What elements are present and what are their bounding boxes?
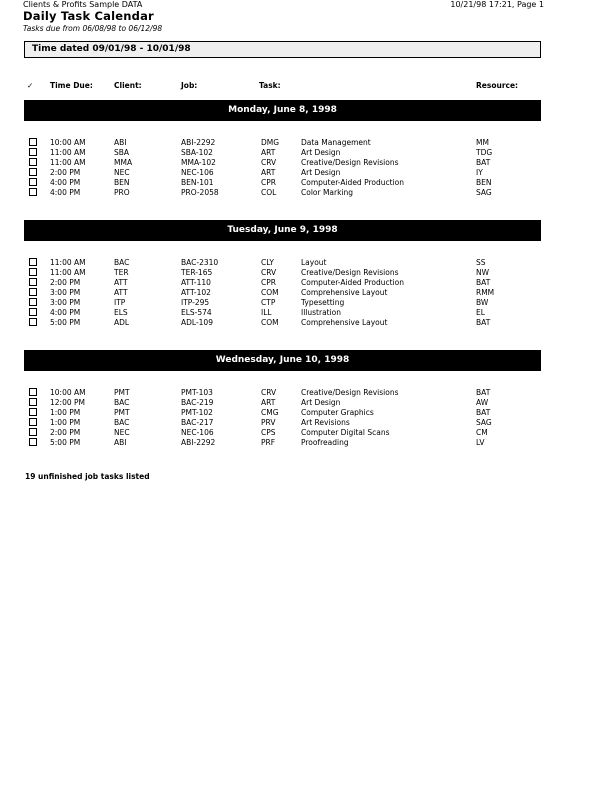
- task-client: ELS: [114, 308, 128, 317]
- task-row: [0, 268, 612, 278]
- task-job: BAC-217: [181, 418, 214, 427]
- task-job: ELS-574: [181, 308, 212, 317]
- task-row: [0, 298, 612, 308]
- task-description: Data Management: [301, 138, 371, 147]
- task-row: [0, 388, 612, 398]
- task-code: COL: [261, 188, 277, 197]
- task-code: CRV: [261, 388, 277, 397]
- task-job: PMT-102: [181, 408, 213, 417]
- task-checkbox[interactable]: [29, 388, 37, 396]
- task-time: 10:00 AM: [50, 138, 86, 147]
- task-description: Art Design: [301, 148, 341, 157]
- task-code: PRV: [261, 418, 276, 427]
- task-checkbox[interactable]: [29, 308, 37, 316]
- task-job: BEN-101: [181, 178, 214, 187]
- task-resource: SAG: [476, 418, 492, 427]
- task-description: Color Marking: [301, 188, 354, 197]
- task-time: 4:00 PM: [50, 188, 81, 197]
- task-job: NEC-106: [181, 428, 214, 437]
- task-description: Computer Digital Scans: [301, 428, 390, 437]
- task-client: ITP: [114, 298, 126, 307]
- task-client: TER: [114, 268, 129, 277]
- task-code: CPR: [261, 278, 276, 287]
- task-time: 11:00 AM: [50, 268, 86, 277]
- task-checkbox[interactable]: [29, 278, 37, 286]
- task-time: 11:00 AM: [50, 258, 86, 267]
- task-time: 5:00 PM: [50, 318, 81, 327]
- task-code: COM: [261, 318, 279, 327]
- task-job: ITP-295: [181, 298, 210, 307]
- task-description: Computer-Aided Production: [301, 178, 404, 187]
- page-info: 10/21/98 17:21, Page 1: [450, 0, 544, 9]
- company-name: Clients & Profits Sample DATA: [23, 0, 143, 9]
- task-job: ABI-2292: [181, 138, 216, 147]
- task-row: [0, 428, 612, 438]
- task-resource: AW: [476, 398, 489, 407]
- task-row: [0, 418, 612, 428]
- task-time: 2:00 PM: [50, 278, 81, 287]
- task-resource: TDG: [476, 148, 493, 157]
- check-column-header: ✓: [27, 81, 34, 90]
- task-code: COM: [261, 288, 279, 297]
- task-description: Art Design: [301, 398, 341, 407]
- task-row: [0, 188, 612, 198]
- task-column-header: Task:: [259, 81, 281, 90]
- task-checkbox[interactable]: [29, 178, 37, 186]
- task-checkbox[interactable]: [29, 418, 37, 426]
- task-client: PMT: [114, 388, 130, 397]
- tasks-listed-summary: 19 unfinished job tasks listed: [25, 472, 150, 481]
- task-job: ADL-109: [181, 318, 213, 327]
- task-time: 10:00 AM: [50, 388, 86, 397]
- task-checkbox[interactable]: [29, 408, 37, 416]
- task-job: TER-165: [181, 268, 213, 277]
- task-row: [0, 258, 612, 268]
- report-title: Daily Task Calendar: [23, 9, 154, 23]
- task-resource: SAG: [476, 188, 492, 197]
- task-client: ATT: [114, 288, 128, 297]
- time-due-column-header: Time Due:: [50, 81, 93, 90]
- task-job: BAC-219: [181, 398, 214, 407]
- task-row: [0, 158, 612, 168]
- task-description: Creative/Design Revisions: [301, 268, 399, 277]
- task-description: Creative/Design Revisions: [301, 158, 399, 167]
- task-resource: BAT: [476, 158, 491, 167]
- task-description: Comprehensive Layout: [301, 318, 388, 327]
- task-description: Proofreading: [301, 438, 349, 447]
- task-job: PRO-2058: [181, 188, 219, 197]
- client-column-header: Client:: [114, 81, 142, 90]
- task-checkbox[interactable]: [29, 428, 37, 436]
- date-range-box: [24, 41, 541, 58]
- task-resource: EL: [476, 308, 485, 317]
- task-resource: BAT: [476, 388, 491, 397]
- day-header: Monday, June 8, 1998: [24, 100, 541, 121]
- task-row: [0, 308, 612, 318]
- task-code: CMG: [261, 408, 279, 417]
- task-row: [0, 148, 612, 158]
- task-time: 3:00 PM: [50, 288, 81, 297]
- task-resource: MM: [476, 138, 489, 147]
- task-client: ADL: [114, 318, 130, 327]
- task-resource: BAT: [476, 318, 491, 327]
- task-time: 1:00 PM: [50, 408, 81, 417]
- task-checkbox[interactable]: [29, 438, 37, 446]
- task-checkbox[interactable]: [29, 148, 37, 156]
- task-code: DMG: [261, 138, 280, 147]
- task-description: Illustration: [301, 308, 342, 317]
- task-resource: IY: [476, 168, 483, 177]
- task-row: [0, 178, 612, 188]
- task-client: BEN: [114, 178, 130, 187]
- task-code: ART: [261, 148, 276, 157]
- day-header: Wednesday, June 10, 1998: [24, 350, 541, 371]
- task-description: Art Design: [301, 168, 341, 177]
- job-column-header: Job:: [181, 81, 198, 90]
- task-time: 11:00 AM: [50, 148, 86, 157]
- task-resource: BAT: [476, 278, 491, 287]
- task-row: [0, 438, 612, 448]
- task-job: PMT-103: [181, 388, 213, 397]
- task-row: [0, 138, 612, 148]
- task-description: Computer Graphics: [301, 408, 374, 417]
- task-client: ABI: [114, 438, 127, 447]
- task-job: MMA-102: [181, 158, 216, 167]
- task-code: ART: [261, 168, 276, 177]
- task-job: NEC-106: [181, 168, 214, 177]
- task-description: Typesetting: [301, 298, 345, 307]
- day-header: Tuesday, June 9, 1998: [24, 220, 541, 241]
- task-resource: SS: [476, 258, 486, 267]
- task-code: PRF: [261, 438, 276, 447]
- task-time: 2:00 PM: [50, 428, 81, 437]
- task-time: 11:00 AM: [50, 158, 86, 167]
- task-code: CPS: [261, 428, 276, 437]
- task-client: SBA: [114, 148, 130, 157]
- resource-column-header: Resource:: [476, 81, 519, 90]
- task-client: ATT: [114, 278, 128, 287]
- task-code: CRV: [261, 268, 277, 277]
- task-description: Creative/Design Revisions: [301, 388, 399, 397]
- task-time: 5:00 PM: [50, 438, 81, 447]
- task-row: [0, 408, 612, 418]
- task-checkbox[interactable]: [29, 398, 37, 406]
- task-checkbox[interactable]: [29, 168, 37, 176]
- task-client: NEC: [114, 428, 130, 437]
- task-job: ATT-102: [181, 288, 211, 297]
- task-resource: BW: [476, 298, 489, 307]
- task-resource: BEN: [476, 178, 492, 187]
- task-row: [0, 318, 612, 328]
- task-resource: BAT: [476, 408, 491, 417]
- task-code: ILL: [261, 308, 272, 317]
- task-code: CTP: [261, 298, 276, 307]
- task-resource: RMM: [476, 288, 495, 297]
- task-checkbox[interactable]: [29, 188, 37, 196]
- task-resource: NW: [476, 268, 490, 277]
- task-client: BAC: [114, 258, 130, 267]
- task-checkbox[interactable]: [29, 268, 37, 276]
- task-code: CLY: [261, 258, 275, 267]
- task-code: CRV: [261, 158, 277, 167]
- task-job: ABI-2292: [181, 438, 216, 447]
- task-client: PRO: [114, 188, 130, 197]
- task-client: BAC: [114, 418, 130, 427]
- task-description: Computer-Aided Production: [301, 278, 404, 287]
- task-job: SBA-102: [181, 148, 213, 157]
- task-row: [0, 398, 612, 408]
- task-client: NEC: [114, 168, 130, 177]
- task-row: [0, 288, 612, 298]
- task-client: MMA: [114, 158, 133, 167]
- task-checkbox[interactable]: [29, 298, 37, 306]
- task-resource: CM: [476, 428, 488, 437]
- task-checkbox[interactable]: [29, 138, 37, 146]
- report-subtitle: Tasks due from 06/08/98 to 06/12/98: [23, 24, 163, 33]
- task-job: ATT-110: [181, 278, 211, 287]
- task-client: BAC: [114, 398, 130, 407]
- task-client: PMT: [114, 408, 130, 417]
- task-time: 2:00 PM: [50, 168, 81, 177]
- task-checkbox[interactable]: [29, 288, 37, 296]
- task-time: 12:00 PM: [50, 398, 85, 407]
- task-checkbox[interactable]: [29, 158, 37, 166]
- task-checkbox[interactable]: [29, 258, 37, 266]
- task-description: Art Revisions: [301, 418, 350, 427]
- task-row: [0, 278, 612, 288]
- task-time: 4:00 PM: [50, 178, 81, 187]
- task-job: BAC-2310: [181, 258, 219, 267]
- task-time: 1:00 PM: [50, 418, 81, 427]
- date-range-label: Time dated 09/01/98 - 10/01/98: [32, 44, 191, 54]
- task-resource: LV: [476, 438, 485, 447]
- task-code: ART: [261, 398, 276, 407]
- task-checkbox[interactable]: [29, 318, 37, 326]
- task-row: [0, 168, 612, 178]
- task-time: 3:00 PM: [50, 298, 81, 307]
- task-time: 4:00 PM: [50, 308, 81, 317]
- task-code: CPR: [261, 178, 276, 187]
- task-description: Layout: [301, 258, 327, 267]
- task-client: ABI: [114, 138, 127, 147]
- task-description: Comprehensive Layout: [301, 288, 388, 297]
